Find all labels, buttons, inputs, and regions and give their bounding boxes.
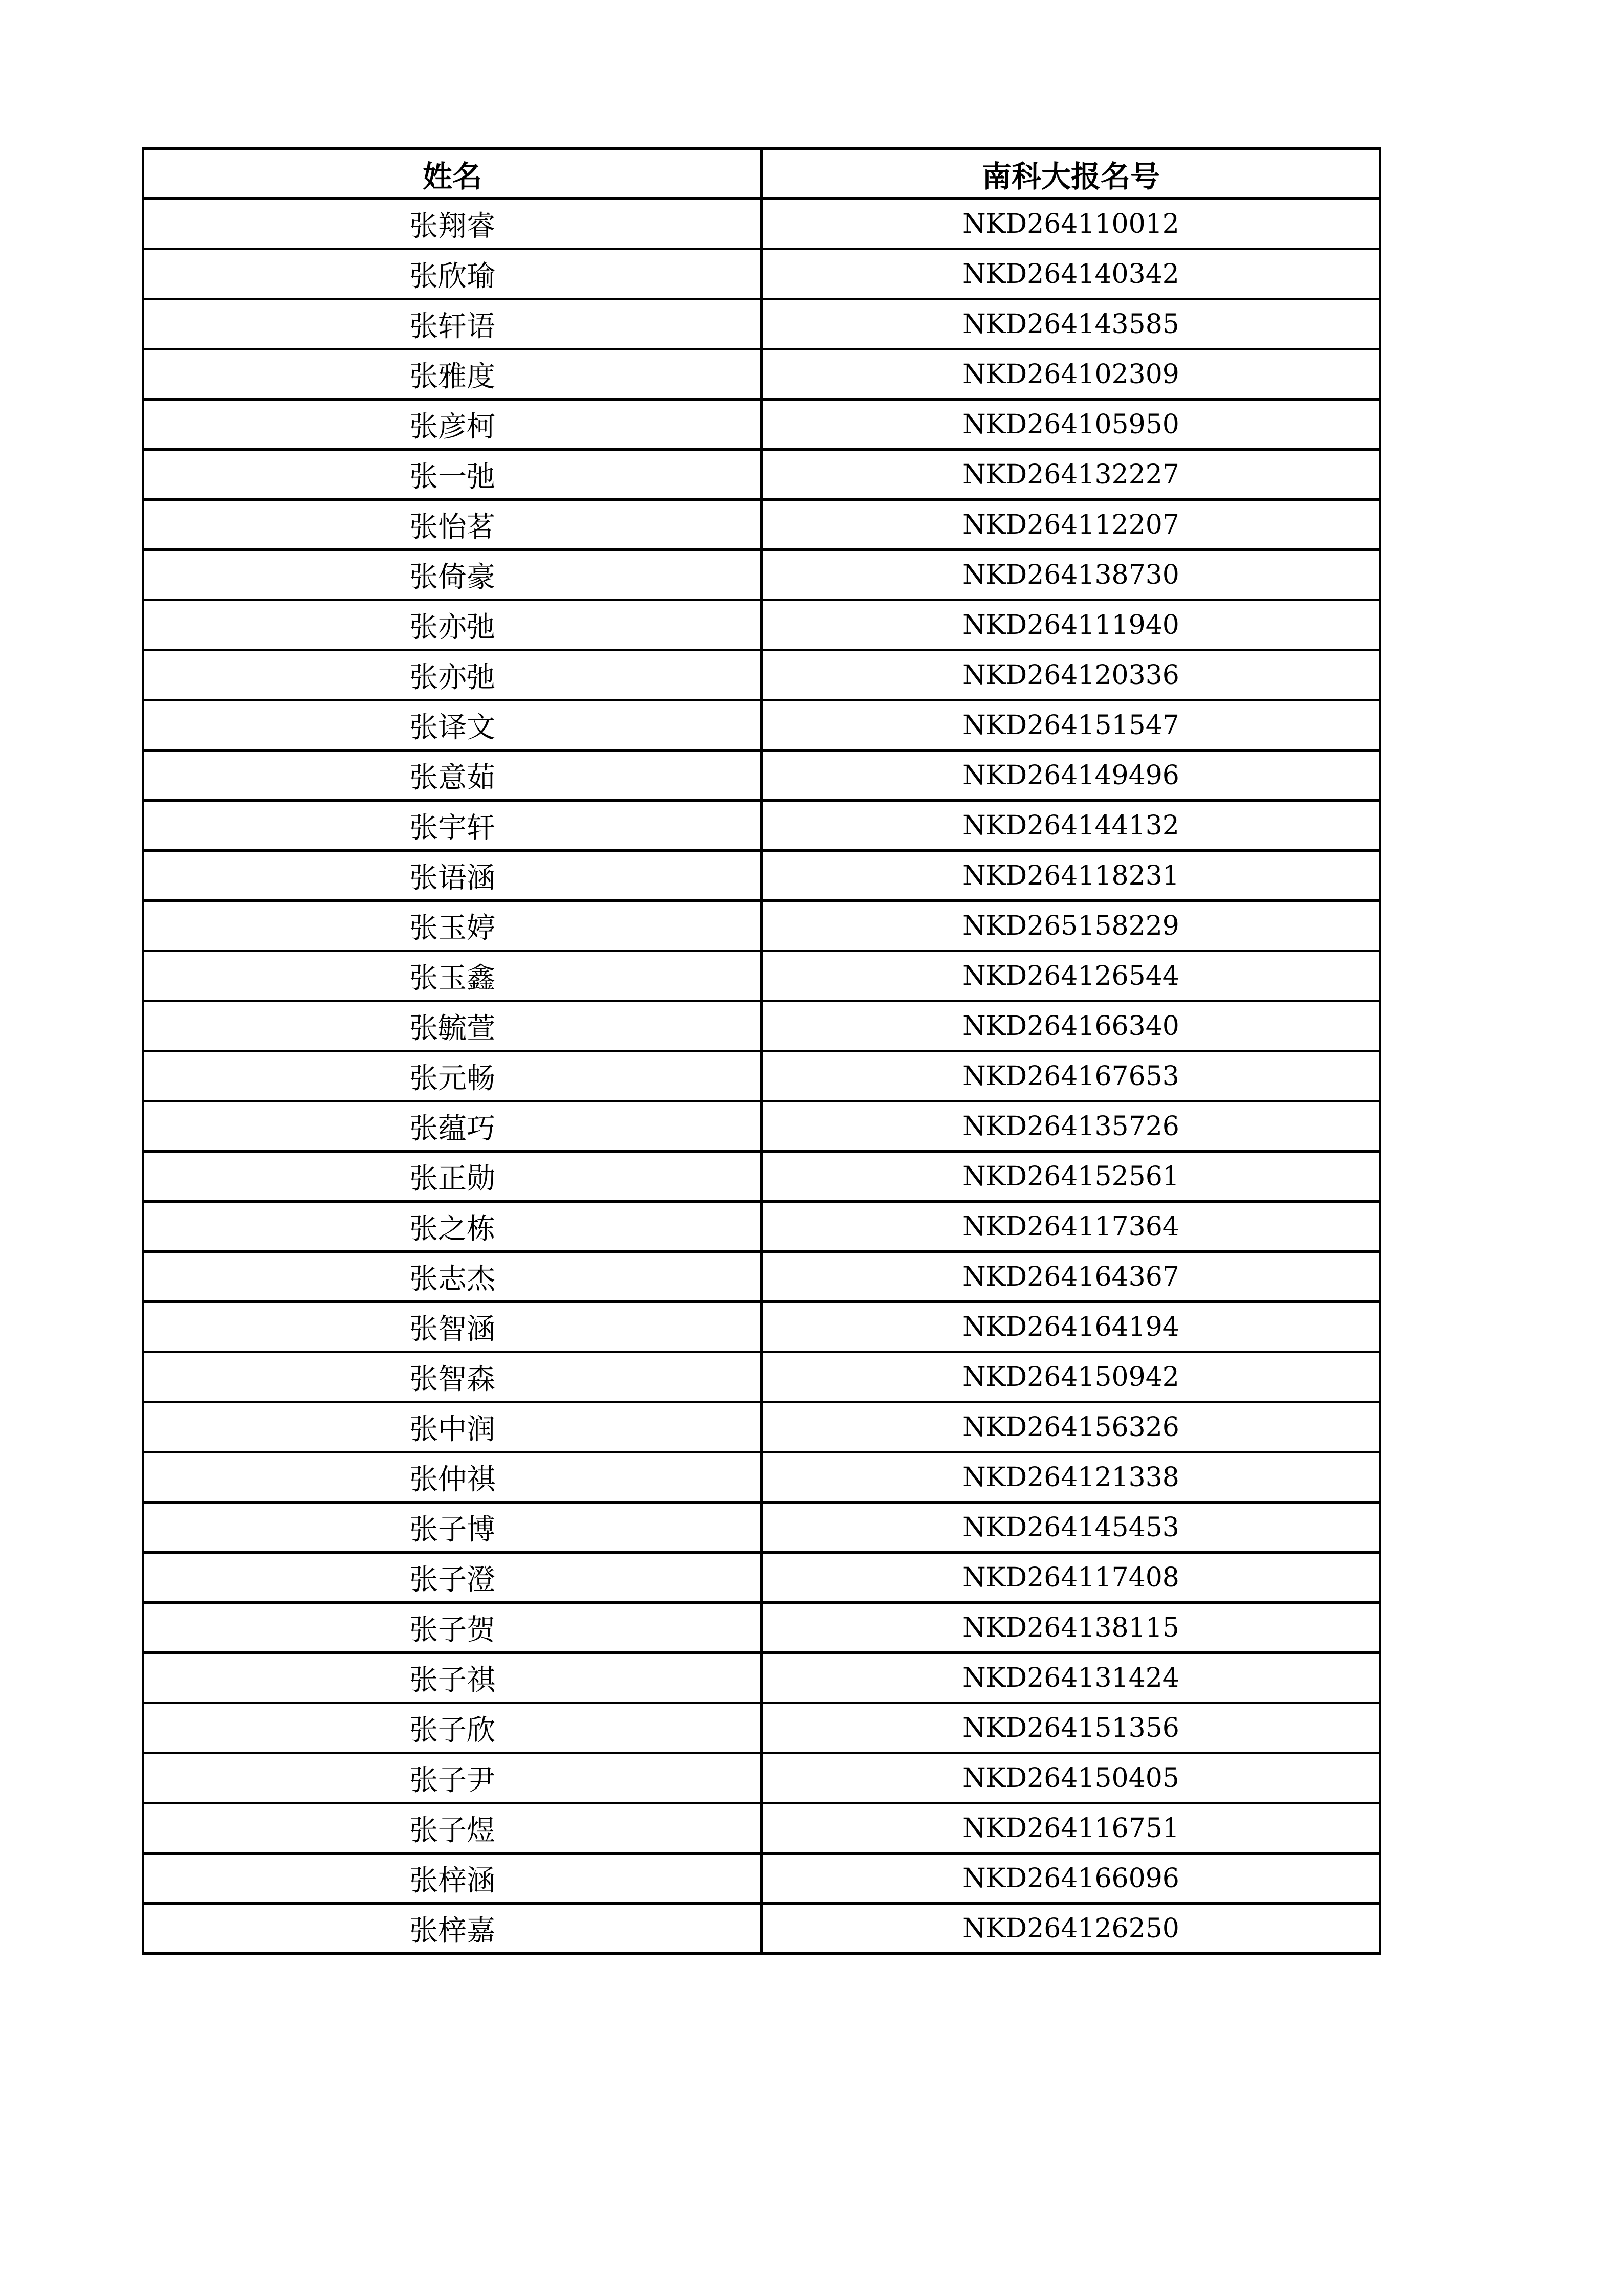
- table-body: [143, 199, 1380, 1954]
- student-name-cell: 张子澄: [143, 1553, 762, 1603]
- registration-number-cell: NKD264105950: [762, 400, 1380, 450]
- registration-number-cell: NKD264167653: [762, 1051, 1380, 1101]
- table-row: [143, 500, 1380, 550]
- table-row: [143, 1202, 1380, 1252]
- student-name-cell: 张轩语: [143, 299, 762, 349]
- table-row: [143, 1051, 1380, 1101]
- registration-number-cell: NKD264138115: [762, 1603, 1380, 1653]
- registration-number-cell: NKD264102309: [762, 349, 1380, 400]
- registration-number-cell: NKD264151547: [762, 700, 1380, 750]
- registration-number-cell: NKD264132227: [762, 450, 1380, 500]
- table-row: [143, 349, 1380, 400]
- student-name-cell: 张梓涵: [143, 1853, 762, 1904]
- table-row: [143, 1503, 1380, 1553]
- student-name-cell: 张玉婷: [143, 901, 762, 951]
- registration-number-cell: NKD264145453: [762, 1503, 1380, 1553]
- registration-number-cell: NKD264166096: [762, 1853, 1380, 1904]
- student-name-cell: 张子贺: [143, 1603, 762, 1653]
- table-row: [143, 1352, 1380, 1402]
- table-row: [143, 1803, 1380, 1853]
- registration-number-cell: NKD264140342: [762, 249, 1380, 299]
- student-name-cell: 张译文: [143, 700, 762, 750]
- registration-number-cell: NKD264144132: [762, 801, 1380, 851]
- table-row: [143, 951, 1380, 1001]
- registration-number-cell: NKD264143585: [762, 299, 1380, 349]
- table-row: [143, 750, 1380, 801]
- table-row: [143, 600, 1380, 650]
- table-row: [143, 249, 1380, 299]
- registration-number-cell: NKD264135726: [762, 1101, 1380, 1152]
- table-row: [143, 1001, 1380, 1051]
- student-name-cell: 张翔睿: [143, 199, 762, 249]
- header-row: [143, 149, 1380, 199]
- table-row: [143, 1452, 1380, 1503]
- table-row: [143, 1152, 1380, 1202]
- student-name-cell: 张仲祺: [143, 1452, 762, 1503]
- student-name-cell: 张之栋: [143, 1202, 762, 1252]
- student-name-cell: 张玉鑫: [143, 951, 762, 1001]
- student-name-cell: 张意茹: [143, 750, 762, 801]
- student-name-cell: 张宇轩: [143, 801, 762, 851]
- registration-number-cell: NKD264110012: [762, 199, 1380, 249]
- registration-number-cell: NKD264131424: [762, 1653, 1380, 1703]
- registration-number-cell: NKD264111940: [762, 600, 1380, 650]
- student-name-cell: 张亦弛: [143, 650, 762, 700]
- registration-number-cell: NKD264164367: [762, 1252, 1380, 1302]
- student-name-cell: 张志杰: [143, 1252, 762, 1302]
- registration-number-cell: NKD264166340: [762, 1001, 1380, 1051]
- registration-number-cell: NKD264150942: [762, 1352, 1380, 1402]
- registration-number-cell: NKD264118231: [762, 851, 1380, 901]
- student-name-cell: 张子博: [143, 1503, 762, 1553]
- student-name-cell: 张雅度: [143, 349, 762, 400]
- table-row: [143, 400, 1380, 450]
- student-name-cell: 张欣瑜: [143, 249, 762, 299]
- table-row: [143, 1252, 1380, 1302]
- registration-number-cell: NKD264150405: [762, 1753, 1380, 1803]
- header-registration-number: 南科大报名号: [762, 149, 1380, 199]
- table-row: [143, 1302, 1380, 1352]
- table-row: [143, 801, 1380, 851]
- table-row: [143, 851, 1380, 901]
- registration-number-cell: NKD264151356: [762, 1703, 1380, 1753]
- registration-number-cell: NKD264156326: [762, 1402, 1380, 1452]
- student-name-cell: 张子尹: [143, 1753, 762, 1803]
- registration-number-cell: NKD264164194: [762, 1302, 1380, 1352]
- table-row: [143, 1853, 1380, 1904]
- student-name-cell: 张蕴巧: [143, 1101, 762, 1152]
- student-name-cell: 张元畅: [143, 1051, 762, 1101]
- registration-number-cell: NKD264117408: [762, 1553, 1380, 1603]
- table-row: [143, 700, 1380, 750]
- student-name-cell: 张子欣: [143, 1703, 762, 1753]
- student-name-cell: 张一弛: [143, 450, 762, 500]
- table-row: [143, 550, 1380, 600]
- student-name-cell: 张怡茗: [143, 500, 762, 550]
- table-row: [143, 1904, 1380, 1954]
- table-row: [143, 299, 1380, 349]
- table-row: [143, 1553, 1380, 1603]
- student-name-cell: 张梓嘉: [143, 1904, 762, 1954]
- table-row: [143, 901, 1380, 951]
- student-name-cell: 张中润: [143, 1402, 762, 1452]
- student-name-cell: 张语涵: [143, 851, 762, 901]
- student-name-cell: 张彦柯: [143, 400, 762, 450]
- student-name-cell: 张智森: [143, 1352, 762, 1402]
- header-name: 姓名: [143, 149, 762, 199]
- student-name-cell: 张毓萱: [143, 1001, 762, 1051]
- registration-number-cell: NKD265158229: [762, 901, 1380, 951]
- table-row: [143, 1653, 1380, 1703]
- table-row: [143, 650, 1380, 700]
- table-row: [143, 199, 1380, 249]
- registration-number-cell: NKD264121338: [762, 1452, 1380, 1503]
- student-name-cell: 张亦弛: [143, 600, 762, 650]
- registration-number-cell: NKD264126250: [762, 1904, 1380, 1954]
- registration-number-cell: NKD264126544: [762, 951, 1380, 1001]
- table-row: [143, 1101, 1380, 1152]
- table-row: [143, 450, 1380, 500]
- student-name-cell: 张智涵: [143, 1302, 762, 1352]
- table-row: [143, 1603, 1380, 1653]
- registration-number-cell: NKD264152561: [762, 1152, 1380, 1202]
- registration-number-cell: NKD264138730: [762, 550, 1380, 600]
- table-row: [143, 1402, 1380, 1452]
- student-name-cell: 张子祺: [143, 1653, 762, 1703]
- registration-number-cell: NKD264116751: [762, 1803, 1380, 1853]
- registration-number-cell: NKD264149496: [762, 750, 1380, 801]
- student-name-cell: 张倚豪: [143, 550, 762, 600]
- table-row: [143, 1753, 1380, 1803]
- registration-table: [142, 147, 1381, 1955]
- registration-number-cell: NKD264120336: [762, 650, 1380, 700]
- student-name-cell: 张子煜: [143, 1803, 762, 1853]
- registration-number-cell: NKD264112207: [762, 500, 1380, 550]
- registration-number-cell: NKD264117364: [762, 1202, 1380, 1252]
- table-row: [143, 1703, 1380, 1753]
- student-name-cell: 张正勋: [143, 1152, 762, 1202]
